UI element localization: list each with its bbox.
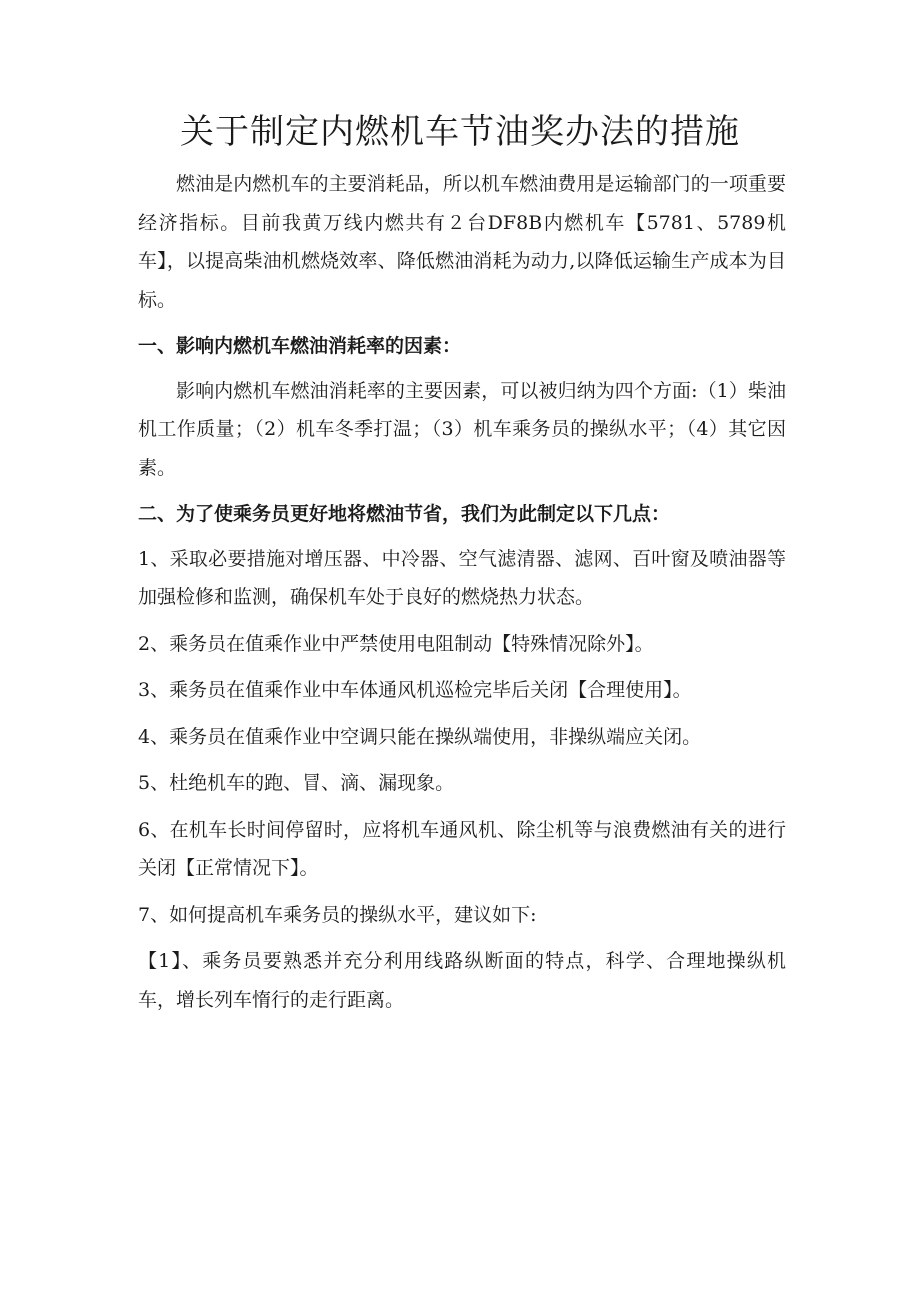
list-item-7: 7、如何提高机车乘务员的操纵水平，建议如下: — [138, 903, 537, 926]
list-item-1: 1、采取必要措施对增压器、中冷器、空气滤清器、滤网、百叶窗及喷油器等加强检修和监测，确保机车处于良好的燃烧热力状态。 — [138, 547, 786, 608]
section-2-heading: 二、为了使乘务员更好地将燃油节省，我们为此制定以下几点： — [138, 503, 671, 525]
list-item-3: 3、乘务员在值乘作业中车体通风机巡检完毕后关闭【合理使用】。 — [138, 679, 692, 701]
document-title: 关于制定内燃机车节油奖办法的措施 — [180, 112, 740, 152]
list-item-2: 2、乘务员在值乘作业中严禁使用电阻制动【特殊情况除外】。 — [138, 632, 654, 655]
list-item-6: 6、在机车长时间停留时，应将机车通风机、除尘机等与浪费燃油有关的进行关闭【正常情况下】。 — [138, 818, 786, 879]
document-body — [138, 165, 786, 1019]
list-item-4: 4、乘务员在值乘作业中空调只能在操纵端使用，非操纵端应关闭。 — [138, 725, 702, 748]
section-1-heading: 一、影响内燃机车燃油消耗率的因素： — [138, 335, 462, 357]
section-1-paragraph: 影响内燃机车燃油消耗率的主要因素，可以被归纳为四个方面:（1）柴油机工作质量；（2）机车冬季打温；（3）机车乘务员的操纵水平；（4）其它因素。 — [138, 379, 786, 479]
intro-paragraph: 燃油是内燃机车的主要消耗品，所以机车燃油费用是运输部门的一项重要经济指标。目前我黄万线内燃共有２台DF8B内燃机车【5781、5789机车】，以提高柴油机燃烧效率、降低燃油消耗为动力,以降低运输生产成本为目标。 — [138, 173, 786, 311]
list-item-5: 5、杜绝机车的跑、冒、滴、漏现象。 — [138, 772, 455, 794]
list-subitem-1: 【1】、乘务员要熟悉并充分利用线路纵断面的特点，科学、合理地操纵机车，增长列车惰行的走行距离。 — [138, 950, 786, 1011]
